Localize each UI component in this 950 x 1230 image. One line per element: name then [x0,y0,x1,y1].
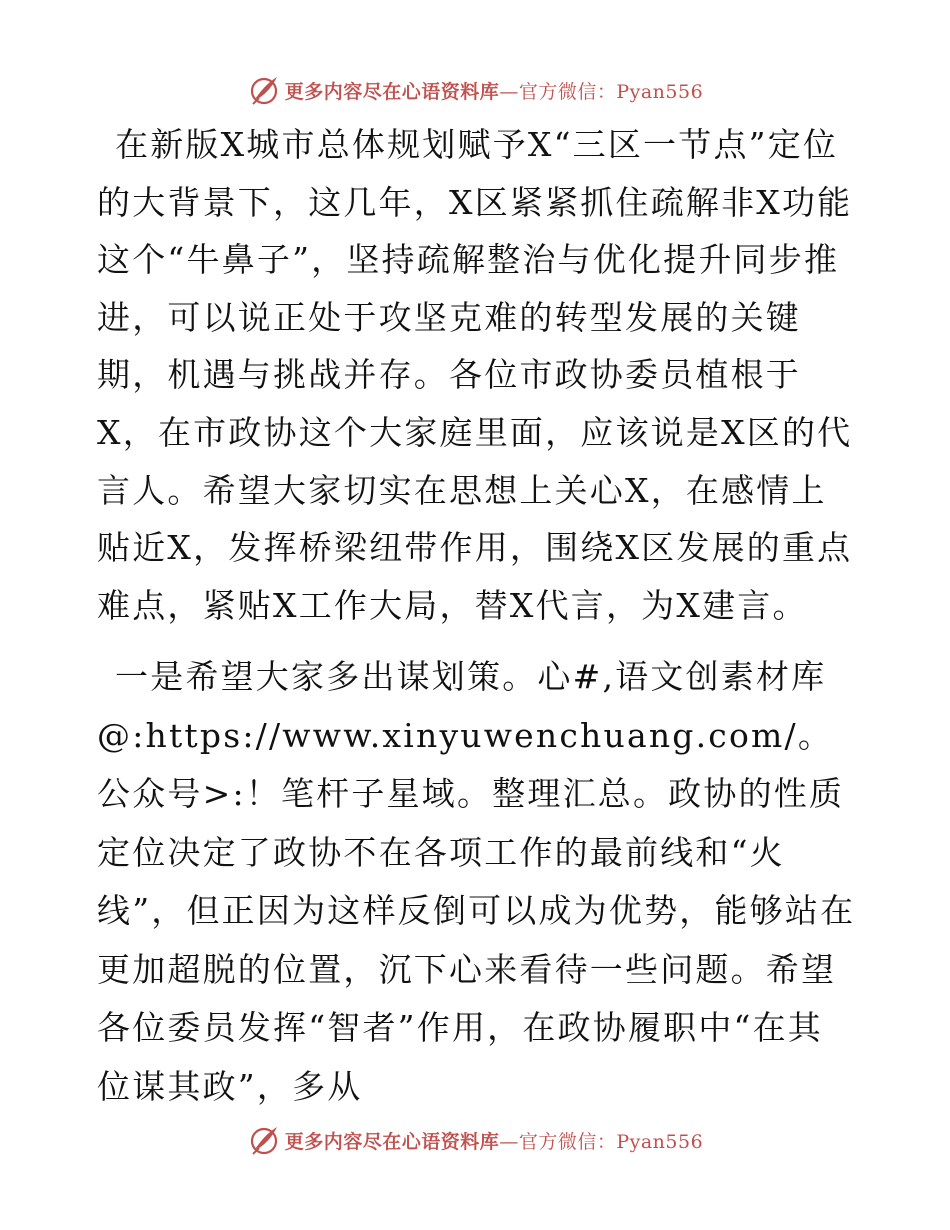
header-site-text: 更多内容尽在心语资料库 [284,80,500,103]
header-wechat-label: 官方微信： [518,80,617,103]
paragraph-2: 一是希望大家多出谋划策。心#,语文创素材库@:https://www.xinyuwenchuang.com/。公众号>:！笔杆子星域。整理汇总。政协的性质定位决定了政协不在各项工作的最前线和“火线”，但正因为这样反倒可以成为优势，能够站在更加超脱的位置，沉下心来看待一些问题。希望各位委员发挥“智者”作用，在政协履职中“在其位谋其政”，多从 [97,657,856,1106]
feather-pen-logo-icon [247,1123,281,1157]
footer-site-text: 更多内容尽在心语资料库 [284,1130,500,1153]
footer-text [285,1127,703,1154]
footer-banner [0,1120,950,1160]
header-dash: — [499,80,519,103]
feather-pen-logo-icon [247,73,281,107]
header-banner [0,70,950,110]
header-text [285,77,703,104]
document-body [97,116,857,1130]
header-wechat-id: Pyan556 [616,80,704,103]
footer-dash: — [499,1130,519,1153]
paragraph-1: 在新版X城市总体规划赋予X“三区一节点”定位的大背景下，这几年，X区紧紧抓住疏解非X功能这个“牛鼻子”，坚持疏解整治与优化提升同步推进，可以说正处于攻坚克难的转型发展的关键期，机遇与挑战并存。各位市政协委员植根于X，在市政协这个大家庭里面，应该说是X区的代言人。希望大家切实在思想上关心X，在感情上贴近X，发挥桥梁纽带作用，围绕X区发展的重点难点，紧贴X工作大局，替X代言，为X建言。 [97,125,853,625]
footer-wechat-label: 官方微信： [518,1130,617,1153]
footer-wechat-id: Pyan556 [616,1130,704,1153]
